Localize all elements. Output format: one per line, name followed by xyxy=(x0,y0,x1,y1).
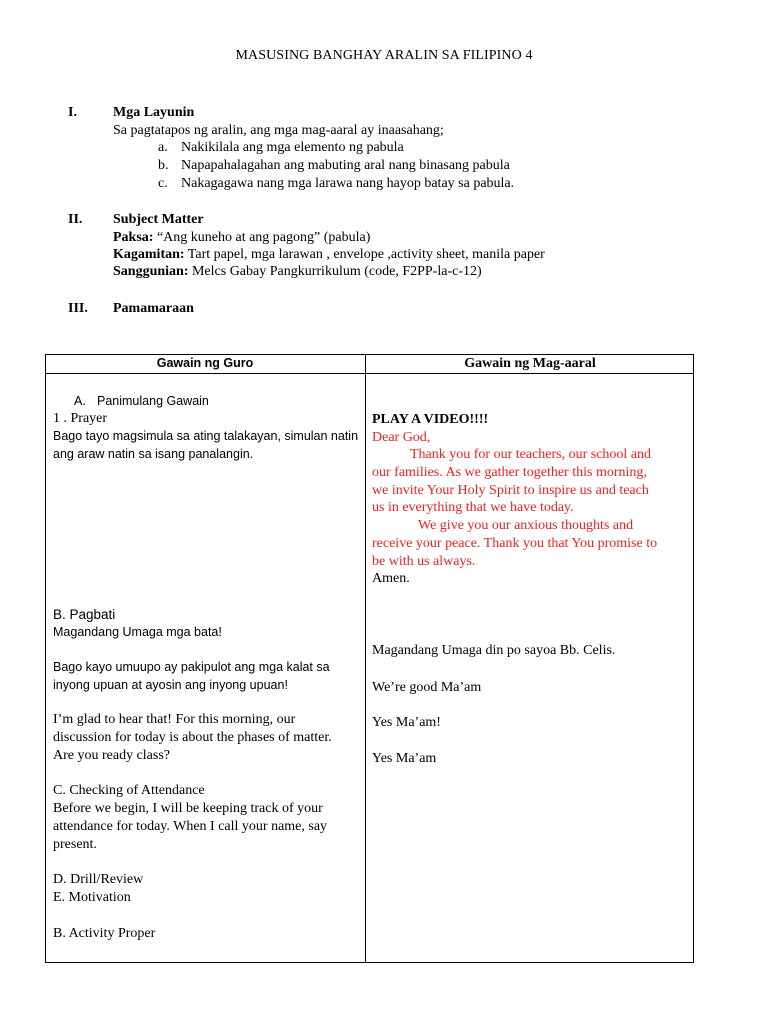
student-greeting-reply: Magandang Umaga din po sayoa Bb. Celis. xyxy=(372,643,616,658)
section-1-number: I. xyxy=(68,105,77,120)
objective-letter: b. xyxy=(158,158,169,173)
discussion-intro-line: Are you ready class? xyxy=(53,748,171,763)
section-3-number: III. xyxy=(68,301,88,316)
sanggunian-label: Sanggunian: xyxy=(113,264,189,279)
prayer-line: Thank you for our teachers, our school and xyxy=(410,447,652,462)
table-header-teacher: Gawain ng Guro xyxy=(156,356,254,370)
attendance-heading: C. Checking of Attendance xyxy=(53,783,205,798)
objective-letter: a. xyxy=(158,140,168,155)
discussion-intro-line: I’m glad to hear that! For this morning, our xyxy=(53,712,296,727)
sanggunian-line xyxy=(113,264,482,280)
table-header-student: Gawain ng Mag-aaral xyxy=(464,356,596,371)
objective-text: Nakagagawa nang mga larawa nang hayop batay sa pabula. xyxy=(181,176,515,191)
objective-text: Napapahalagahan ang mabuting aral nang binasang pabula xyxy=(181,158,510,173)
section-2-heading: Subject Matter xyxy=(113,212,204,227)
section-2-number: II. xyxy=(68,212,83,227)
table-header-divider xyxy=(45,373,694,374)
paksa-value: “Ang kuneho at ang pagong” (pabula) xyxy=(153,230,371,245)
prayer-line: We give you our anxious thoughts and xyxy=(418,518,634,533)
prayer-line: be with us always. xyxy=(372,554,476,569)
kagamitan-line xyxy=(113,247,545,263)
objective-text: Nakikilala ang mga elemento ng pabula xyxy=(181,140,404,155)
attendance-text-line: attendance for today. When I call your name, say xyxy=(53,819,328,834)
paksa-line xyxy=(113,230,370,246)
objectives-intro: Sa pagtatapos ng aralin, ang mga mag-aaral ay inaasahang; xyxy=(113,123,444,138)
motivation-heading: E. Motivation xyxy=(53,890,131,905)
discussion-intro-line: discussion for today is about the phases of matter. xyxy=(53,730,332,745)
prayer-line: receive your peace. Thank you that You promise to xyxy=(372,536,658,551)
paksa-label: Paksa: xyxy=(113,230,154,245)
prayer-instruction-line: Bago tayo magsimula sa ating talakayan, simulan natin xyxy=(53,429,359,443)
page-title: MASUSING BANGHAY ARALIN SA FILIPINO 4 xyxy=(235,48,533,63)
prayer-line: our families. As we gather together this morning, xyxy=(372,465,647,480)
prayer-salutation: Dear God, xyxy=(372,430,431,445)
kagamitan-label: Kagamitan: xyxy=(113,247,185,262)
prayer-instruction-line: ang araw natin sa isang panalangin. xyxy=(53,447,254,461)
attendance-text-line: present. xyxy=(53,837,97,852)
greeting-heading: B. Pagbati xyxy=(53,607,116,622)
table-column-divider xyxy=(365,354,366,963)
student-reply: Yes Ma’am xyxy=(372,751,437,766)
objective-letter: c. xyxy=(158,176,168,191)
sanggunian-value: Melcs Gabay Pangkurrikulum (code, F2PP-la-c-12) xyxy=(188,264,482,279)
activity-proper-heading: B. Activity Proper xyxy=(53,926,156,941)
section-3-heading: Pamamaraan xyxy=(113,301,194,316)
attendance-text-line: Before we begin, I will be keeping track of your xyxy=(53,801,323,816)
prayer-line: we invite Your Holy Spirit to inspire us and teach xyxy=(372,483,649,498)
pickup-instruction-line: Bago kayo umuupo ay pakipulot ang mga kalat sa xyxy=(53,660,330,674)
prayer-heading: 1 . Prayer xyxy=(53,411,108,426)
prayer-amen: Amen. xyxy=(372,571,410,586)
student-reply: Yes Ma’am! xyxy=(372,715,441,730)
play-video-note: PLAY A VIDEO!!!! xyxy=(372,412,489,427)
subsection-heading: Panimulang Gawain xyxy=(97,394,209,408)
subsection-letter: A. xyxy=(74,394,86,408)
kagamitan-value: Tart papel, mga larawan , envelope ,activity sheet, manila paper xyxy=(184,247,545,262)
student-reply: We’re good Ma’am xyxy=(372,680,482,695)
prayer-line: us in everything that we have today. xyxy=(372,500,574,515)
teacher-greeting: Magandang Umaga mga bata! xyxy=(53,625,222,639)
section-1-heading: Mga Layunin xyxy=(113,105,195,120)
drill-review-heading: D. Drill/Review xyxy=(53,872,144,887)
pickup-instruction-line: inyong upuan at ayosin ang inyong upuan! xyxy=(53,678,288,692)
